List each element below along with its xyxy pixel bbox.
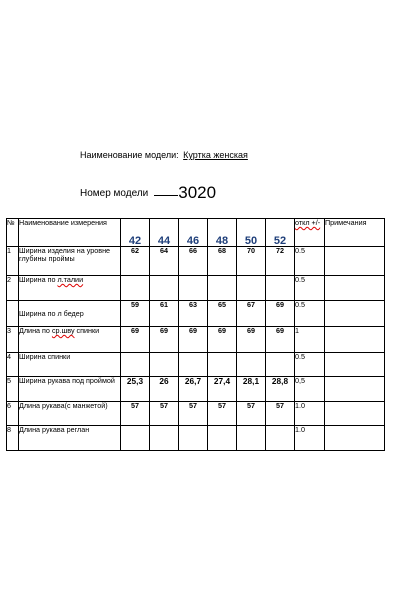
row-tolerance: 1.0 <box>295 426 325 451</box>
model-number-value: 3020 <box>178 183 217 202</box>
row-notes <box>325 247 385 276</box>
row-value <box>266 426 295 451</box>
row-value <box>121 276 150 301</box>
row-value <box>179 276 208 301</box>
row-value <box>121 353 150 377</box>
header-size: 44 <box>150 219 179 247</box>
table-row <box>7 402 385 426</box>
table-row <box>7 377 385 402</box>
row-value <box>208 426 237 451</box>
row-no: 1 <box>7 247 19 276</box>
row-tolerance: 0,5 <box>295 377 325 402</box>
row-value: 64 <box>150 247 179 276</box>
row-notes <box>325 327 385 353</box>
model-number-label: Номер модели <box>80 188 149 199</box>
table-row <box>7 276 385 301</box>
model-number-line <box>80 183 216 203</box>
header-size: 48 <box>208 219 237 247</box>
row-value: 72 <box>266 247 295 276</box>
row-name: Длина рукава реглан <box>19 426 121 451</box>
row-value: 69 <box>121 327 150 353</box>
row-name: Ширина рукава под проймой <box>19 377 121 402</box>
row-no: 5 <box>7 377 19 402</box>
table-row <box>7 426 385 451</box>
row-no: 4 <box>7 353 19 377</box>
row-value: 65 <box>208 301 237 327</box>
header-no: № <box>7 219 19 247</box>
row-value <box>208 276 237 301</box>
row-notes <box>325 276 385 301</box>
row-notes <box>325 353 385 377</box>
row-name: Длина по ср.шву спинки <box>19 327 121 353</box>
model-number-blank <box>154 195 178 196</box>
row-value: 69 <box>266 301 295 327</box>
row-value <box>266 276 295 301</box>
header-size: 50 <box>237 219 266 247</box>
row-tolerance: 0.5 <box>295 276 325 301</box>
header-name: Наименование измерения <box>19 219 121 247</box>
row-value: 69 <box>208 327 237 353</box>
row-value <box>121 426 150 451</box>
row-value: 70 <box>237 247 266 276</box>
row-value <box>266 353 295 377</box>
row-value: 25,3 <box>121 377 150 402</box>
row-value: 28,8 <box>266 377 295 402</box>
row-name: Ширина спинки <box>19 353 121 377</box>
row-notes <box>325 402 385 426</box>
row-no: 8 <box>7 426 19 451</box>
row-no <box>7 301 19 327</box>
row-notes <box>325 426 385 451</box>
row-value: 69 <box>150 327 179 353</box>
row-value: 57 <box>266 402 295 426</box>
row-notes <box>325 301 385 327</box>
row-value <box>237 276 266 301</box>
row-value: 57 <box>179 402 208 426</box>
header-tolerance: откл +/- <box>295 219 325 247</box>
row-value: 67 <box>237 301 266 327</box>
measurement-table <box>6 218 385 451</box>
row-value: 61 <box>150 301 179 327</box>
row-no: 6 <box>7 402 19 426</box>
row-value: 63 <box>179 301 208 327</box>
row-no: 2 <box>7 276 19 301</box>
row-value: 57 <box>208 402 237 426</box>
header-size: 52 <box>266 219 295 247</box>
row-tolerance: 0.5 <box>295 247 325 276</box>
row-name: Ширина по л.талии <box>19 276 121 301</box>
row-value: 57 <box>237 402 266 426</box>
row-tolerance: 0.5 <box>295 301 325 327</box>
row-value: 62 <box>121 247 150 276</box>
row-value: 28,1 <box>237 377 266 402</box>
row-name: Длина рукава(с манжетой) <box>19 402 121 426</box>
model-name-label: Наименование модели: <box>80 150 179 160</box>
header-size: 46 <box>179 219 208 247</box>
row-value: 69 <box>266 327 295 353</box>
row-name: Ширина по л бедер <box>19 301 121 327</box>
row-value <box>179 426 208 451</box>
row-value: 66 <box>179 247 208 276</box>
row-value <box>179 353 208 377</box>
row-value <box>237 353 266 377</box>
table-row <box>7 353 385 377</box>
table-header-row <box>7 219 385 247</box>
row-tolerance: 1.0 <box>295 402 325 426</box>
row-name: Ширина изделия на уровне глубины проймы <box>19 247 121 276</box>
row-value <box>150 353 179 377</box>
row-value <box>150 276 179 301</box>
header-notes: Примечания <box>325 219 385 247</box>
header-size: 42 <box>121 219 150 247</box>
row-tolerance: 0.5 <box>295 353 325 377</box>
row-notes <box>325 377 385 402</box>
row-value: 26,7 <box>179 377 208 402</box>
row-value: 69 <box>179 327 208 353</box>
model-name-value: Куртка женская <box>183 150 248 160</box>
row-value: 27,4 <box>208 377 237 402</box>
row-value: 68 <box>208 247 237 276</box>
table-row <box>7 327 385 353</box>
row-value: 26 <box>150 377 179 402</box>
table-row <box>7 301 385 327</box>
row-value <box>208 353 237 377</box>
row-value <box>150 426 179 451</box>
row-value: 59 <box>121 301 150 327</box>
row-value: 57 <box>150 402 179 426</box>
row-value <box>237 426 266 451</box>
table-row <box>7 247 385 276</box>
row-value: 57 <box>121 402 150 426</box>
row-no: 3 <box>7 327 19 353</box>
model-name-line <box>80 150 248 160</box>
row-tolerance: 1 <box>295 327 325 353</box>
row-value: 69 <box>237 327 266 353</box>
